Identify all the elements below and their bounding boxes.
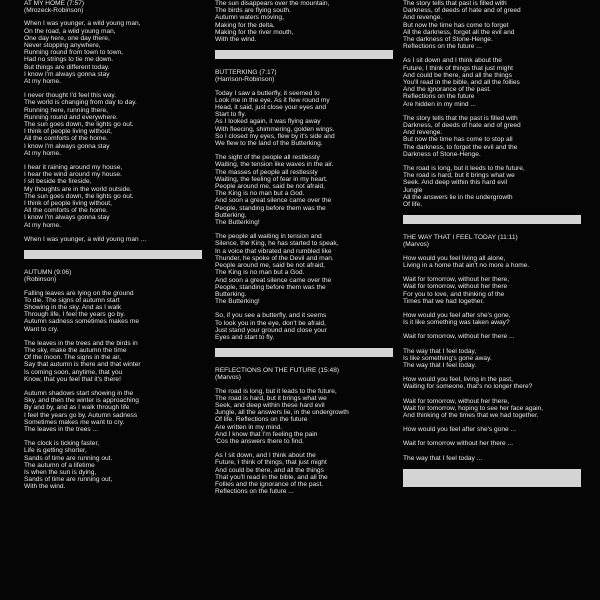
divider-bar <box>403 215 581 224</box>
lyric-line: People around me, said be not afraid, <box>215 262 325 270</box>
lyric-line: The King is no man but a God. <box>215 190 305 198</box>
lyric-line: I hear it raining around my house, <box>24 164 123 172</box>
lyric-line: Reflections on the future <box>403 93 475 101</box>
lyric-line: Had no strings to tie me down. <box>24 56 114 64</box>
lyric-line: Thunder, he spoke of the Devil and man. <box>215 254 334 262</box>
stanza <box>403 115 581 158</box>
lyric-line: The birds are flying south. <box>215 7 291 15</box>
song-title: AT MY HOME (7:57) <box>24 0 85 7</box>
column-1 <box>24 0 202 498</box>
stanza <box>403 376 581 390</box>
lyric-line: On the road, a wild young man, <box>24 27 116 35</box>
lyric-line: Sky, and then the winter is approaching <box>24 397 139 405</box>
lyric-line: As I looked again, it was flying away <box>215 118 321 126</box>
stanza <box>24 164 202 229</box>
lyric-line: Of life. Reflections on the future <box>215 416 308 424</box>
lyric-line: Living in a home that ain't no more a home. <box>403 261 530 269</box>
lyric-line: Autumn shadows start showing in the <box>24 389 134 397</box>
lyric-line: Jungle <box>403 186 423 194</box>
lyric-line: The way that I feel today ... <box>403 454 483 462</box>
lyric-line: Is when the sun is dying, <box>24 468 97 476</box>
lyrics-continuation <box>403 0 581 208</box>
lyric-line: Wait for tomorrow, without her there, <box>403 276 510 284</box>
lyric-line: The sky, make the autumn the time <box>24 346 127 354</box>
lyric-line: Future, I think of things, that just might <box>215 459 327 467</box>
lyric-line: Are written in my mind. <box>215 423 283 431</box>
lyric-line: People around me, said be not afraid, <box>215 183 325 191</box>
stanza <box>24 440 202 490</box>
lyric-line: The autumn of a lifetime <box>24 461 95 469</box>
column-3 <box>403 0 581 497</box>
lyric-line: And the ignorance of the past. <box>403 86 491 94</box>
lyric-line: But things are different today. <box>24 63 110 71</box>
lyric-line: We flew to the land of the Butterking. <box>215 140 323 148</box>
lyric-line: How would you feel after she's gone, <box>403 311 511 319</box>
lyric-line: Darkness, of deeds of hate and of greed <box>403 7 521 15</box>
stanza <box>403 165 581 208</box>
song-credit: (Robinson) <box>24 276 57 284</box>
song-section <box>215 69 393 341</box>
lyric-line: Reflections on the future ... <box>215 488 294 496</box>
lyric-line: So I closed my eyes, flew by it's side and <box>215 132 335 140</box>
song-credit: (Marvos) <box>215 374 242 382</box>
lyric-line: The clock is ticking faster, <box>24 440 100 448</box>
lyric-line: Look me in the eye. As it flew round my <box>215 96 330 104</box>
column-2 <box>215 0 393 502</box>
lyric-line: Today I saw a butterfly, it seemed to <box>215 89 320 97</box>
stanza <box>215 233 393 305</box>
lyric-line: When I was younger, a wild young man, <box>24 20 141 28</box>
lyric-line: With the wind. <box>215 36 257 44</box>
lyric-line: How would you feel after she's gone ... <box>403 426 517 434</box>
divider-bar <box>215 50 393 59</box>
lyric-line: And could be there, and all the things <box>215 466 324 474</box>
lyric-line: The way that I feel today, <box>403 347 477 355</box>
stanza <box>215 312 393 341</box>
lyric-line: Running round and everywhere. <box>24 113 118 121</box>
stanza <box>403 276 581 305</box>
stanza <box>403 255 581 269</box>
lyric-line: I think of people living without, <box>24 200 112 208</box>
stanza <box>403 57 581 107</box>
song-section <box>24 0 202 243</box>
lyric-line: Sands of time are running out. <box>24 454 113 462</box>
lyric-line: Seek. And deep within this hard evil <box>403 179 508 187</box>
song-credit: (Marvos) <box>403 241 430 249</box>
lyric-line: I think of people living without, <box>24 128 112 136</box>
lyric-line: I hear the wind around my house. <box>24 171 122 179</box>
lyric-line: Never stopping anywhere, <box>24 42 101 50</box>
stanza <box>215 0 393 43</box>
lyric-line: And thinking of the times that we had together. <box>403 411 539 419</box>
lyric-line: The road is long, but it leads to the future, <box>215 387 337 395</box>
lyric-line: The masses of people all restlessly <box>215 168 318 176</box>
lyric-line: Seek, and deep within these hard evil <box>215 401 325 409</box>
lyric-line: Wait for tomorrow, without her there ... <box>403 333 515 341</box>
lyric-line: Times that we had together. <box>403 297 485 305</box>
lyric-line: Is like something's gone away. <box>403 354 492 362</box>
divider-bar <box>24 250 202 259</box>
lyric-line: With fleecing, shimmering, golden wings. <box>215 125 335 133</box>
lyric-line: Head, it said, just close your eyes and <box>215 104 327 112</box>
song-credit: (Harrison-Robinson) <box>215 76 275 84</box>
lyric-line: Start to fly. <box>215 111 247 119</box>
lyric-line: How would you feel, living in the past, <box>403 376 513 384</box>
lyric-line: I know I'm always gonna stay <box>24 142 110 150</box>
lyric-line: 'Cos the answers there to find. <box>215 437 304 445</box>
song-title: REFLECTIONS ON THE FUTURE (15:48) <box>215 367 340 375</box>
song-section <box>24 269 202 490</box>
divider-bar <box>403 469 581 487</box>
lyric-line: The leaves in the trees ... <box>24 425 99 433</box>
lyric-line: The way that I feel today. <box>403 361 477 369</box>
lyric-line: The sun goes down, the lights go out. <box>24 121 134 129</box>
stanza <box>24 390 202 433</box>
lyric-line: I feel the years go by. Autumn sadness <box>24 411 138 419</box>
lyric-line: How would you feel living all alone, <box>403 254 506 262</box>
lyric-line: Reflections on the future ... <box>403 43 482 51</box>
lyric-line: Through life, I feel the years go by. <box>24 311 126 319</box>
lyric-line: I know I'm always gonna stay <box>24 214 110 222</box>
lyric-line: My thoughts are in the world outside. <box>24 185 132 193</box>
lyric-line: The story tells that the past is filled with <box>403 114 518 122</box>
lyric-line: For you to love, and thinking of the <box>403 290 505 298</box>
stanza <box>24 236 202 243</box>
lyric-line: The road is hard, but it brings what we <box>403 172 515 180</box>
lyric-line: Say that autumn is there and that winter <box>24 361 141 369</box>
lyric-line: The world is changing from day to day. <box>24 99 137 107</box>
lyric-line: Follies and the ignorance of the past. <box>215 480 324 488</box>
stanza <box>403 455 581 462</box>
lyric-line: The road is long, but it leeds to the future, <box>403 165 525 173</box>
lyric-line: Making for the delta, <box>215 21 275 29</box>
lyric-line: At my home. <box>24 149 62 157</box>
lyric-line: Waiting for someone, that's no longer there? <box>403 383 533 391</box>
lyric-line: Darkness, of deeds of hate and of greed <box>403 122 521 130</box>
lyric-line: Of the moon. The signs in the air, <box>24 354 122 362</box>
song-credit: (Mrozeck-Robinson) <box>24 7 84 15</box>
lyric-line: The road is hard, but it brings what we <box>215 394 327 402</box>
lyric-line: Want to cry. <box>24 325 59 333</box>
lyric-line: Running here, running there, <box>24 106 108 114</box>
lyric-line: Wait for tomorrow, hoping to see her face again, <box>403 404 544 412</box>
lyric-line: Of life. <box>403 201 423 209</box>
lyric-line: And revenge. <box>403 14 443 22</box>
song-section <box>403 234 581 461</box>
lyric-line: But now the time has come to stop all <box>403 136 513 144</box>
lyric-line: The sun goes down, the lights go out. <box>24 192 134 200</box>
stanza <box>403 398 581 420</box>
stanza <box>24 92 202 157</box>
stanza <box>403 440 581 447</box>
lyric-line: Eyes and start to fly. <box>215 333 275 341</box>
song-title: BUTTERKING (7:17) <box>215 69 277 77</box>
lyric-line: To look you in the eye, don't be afraid, <box>215 319 326 327</box>
lyric-line: People, standing before them was the <box>215 204 326 212</box>
stanza <box>403 333 581 340</box>
lyric-line: As I sit down, and I think about the <box>215 452 316 460</box>
song-title: THE WAY THAT I FEEL TODAY (11:11) <box>403 234 518 242</box>
lyric-line: So, if you see a butterfly, and it seems <box>215 312 327 320</box>
stanza <box>24 340 202 383</box>
lyric-line: And could be there, and all the things <box>403 71 512 79</box>
lyric-line: The people all waiting in tension and <box>215 233 322 241</box>
lyric-line: Butterking. <box>215 290 247 298</box>
lyric-line: The Butterking! <box>215 219 260 227</box>
stanza <box>215 388 393 446</box>
lyric-line: To die. The signs of autumn start <box>24 296 120 304</box>
lyric-line: One day here, one day there, <box>24 34 110 42</box>
lyric-line: I never thought I'd feel this way. <box>24 92 117 100</box>
lyric-line: At my home. <box>24 221 62 229</box>
lyric-line: The sight of the people all restlessly <box>215 154 320 162</box>
lyric-line: The darkness of Stone-Henge. <box>403 36 493 44</box>
stanza <box>24 290 202 333</box>
lyric-line: The darkness, to forget the evil and the <box>403 143 518 151</box>
lyric-line: All the comforts of the home. <box>24 207 108 215</box>
lyric-line: Making for the river mouth, <box>215 28 294 36</box>
lyric-line: And I know that I'm feeling the pain <box>215 430 318 438</box>
lyric-line: Wait for tomorrow, without her there, <box>403 397 510 405</box>
stanza <box>24 20 202 85</box>
lyric-line: Know, that you feel that it's there! <box>24 375 121 383</box>
stanza <box>215 90 393 148</box>
lyric-line: Sometimes makes me want to cry. <box>24 418 125 426</box>
lyric-line: The leaves in the trees and the birds in <box>24 339 138 347</box>
lyric-line: And soon a great silence came over the <box>215 276 332 284</box>
lyric-line: Are hidden in my mind ... <box>403 100 476 108</box>
stanza <box>403 0 581 50</box>
lyric-line: Showing in the sky. And as I walk <box>24 303 122 311</box>
lyric-line: I sit beside the fireside, <box>24 178 92 186</box>
lyric-line: Life is getting shorter, <box>24 447 87 455</box>
lyric-line: Darkness of Stone-Henge. <box>403 150 481 158</box>
lyric-line: Wait for tomorrow, without her there <box>403 283 508 291</box>
lyric-line: The King is no man but a God. <box>215 269 305 277</box>
lyric-line: Sands of time are running out, <box>24 476 113 484</box>
lyric-line: At my home. <box>24 78 62 86</box>
lyric-line: I know I'm always gonna stay <box>24 70 110 78</box>
lyric-line: Is it like something was taken away? <box>403 319 510 327</box>
lyric-line: Future, I think of things that just might <box>403 64 513 72</box>
lyric-line: Jungle, all the answers lie, in the undergrowth <box>215 409 349 417</box>
stanza <box>215 452 393 495</box>
lyric-line: People, standing before them was the <box>215 283 326 291</box>
stanza <box>215 154 393 226</box>
lyric-line: Autumn sadness sometimes makes me <box>24 318 140 326</box>
lyric-line: All the darkness, forget all the evil and <box>403 28 515 36</box>
lyric-line: Autumn waters moving, <box>215 14 284 22</box>
stanza <box>403 348 581 370</box>
lyric-line: Is coming soon, anytime, that you <box>24 368 123 376</box>
lyric-line: That you'll read in the bible, and all the <box>215 473 328 481</box>
lyric-line: Butterking. <box>215 211 247 219</box>
lyric-line: In a voice that vibrated and rumbled like <box>215 247 332 255</box>
lyric-line: Just stand your ground and close your <box>215 326 327 334</box>
lyric-line: By and by, and as I walk through life <box>24 404 130 412</box>
lyrics-continuation <box>215 0 393 43</box>
lyric-line: Running round from town to town, <box>24 49 123 57</box>
lyric-line: But now the time has come to forget <box>403 21 509 29</box>
lyric-line: Falling leaves are lying on the ground <box>24 289 134 297</box>
lyric-line: Wait for tomorrow without her there ... <box>403 440 514 448</box>
lyric-line: The sun disappears over the mountain, <box>215 0 330 7</box>
lyric-line: Waiting, the tension like waves in the air. <box>215 161 334 169</box>
lyric-line: When I was younger, a wild young man ... <box>24 235 147 243</box>
lyric-line: The story tells that past is filled with <box>403 0 507 7</box>
lyric-line: All the answers lie in the undergrowth <box>403 193 513 201</box>
lyric-line: You'll read in the bible, and all the follies <box>403 79 520 87</box>
divider-bar <box>215 348 393 357</box>
song-section <box>215 367 393 495</box>
lyric-line: The Butterking! <box>215 298 260 306</box>
lyric-line: All the comforts of the home. <box>24 135 108 143</box>
lyric-line: As I sit down and I think about the <box>403 57 502 65</box>
lyric-line: Silence, the King, he has started to speak, <box>215 240 339 248</box>
lyric-line: And soon a great silence came over the <box>215 197 332 205</box>
lyric-line: With the wind. <box>24 483 66 491</box>
stanza <box>403 312 581 326</box>
lyric-line: Waiting, the feeling of fear in my heart. <box>215 175 328 183</box>
lyric-line: And revenge. <box>403 129 443 137</box>
stanza <box>403 426 581 433</box>
song-title: AUTUMN (9:06) <box>24 269 72 277</box>
